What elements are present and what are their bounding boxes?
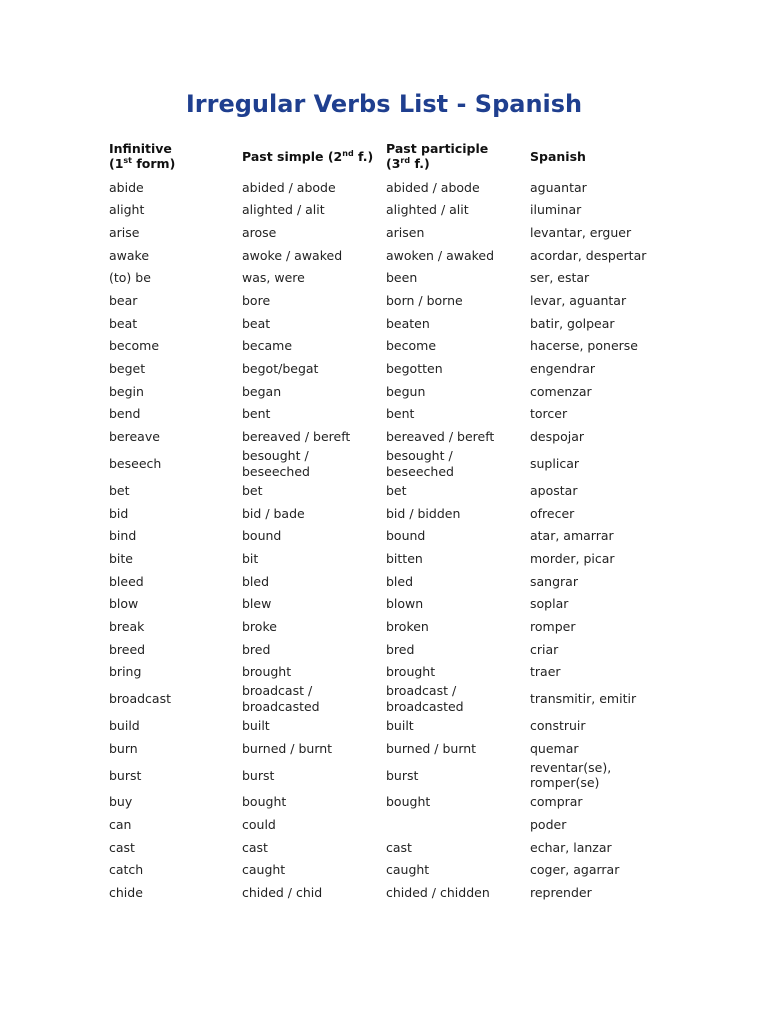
- cell-past-participle: besought / beseeched: [386, 448, 454, 479]
- header-infinitive-line2: (1st form): [109, 155, 176, 171]
- table-row: [0, 221, 768, 244]
- cell-spanish: torcer: [530, 406, 568, 422]
- cell-past-participle: bereaved / bereft: [386, 429, 495, 445]
- cell-past-simple: caught: [242, 862, 286, 878]
- cell-past-participle: bet: [386, 482, 407, 498]
- cell-past-participle: burned / burnt: [386, 740, 477, 756]
- cell-spanish: criar: [530, 641, 559, 657]
- cell-infinitive: alight: [109, 202, 145, 218]
- cell-past-simple: became: [242, 338, 293, 354]
- cell-past-participle: bound: [386, 528, 426, 544]
- cell-spanish: iluminar: [530, 202, 582, 218]
- header-past-participle-line1: Past participle: [386, 141, 489, 156]
- cell-spanish: ser, estar: [530, 270, 590, 286]
- table-row: [0, 661, 768, 684]
- table-row: [0, 714, 768, 737]
- cell-infinitive: broadcast: [109, 691, 171, 707]
- cell-infinitive: build: [109, 718, 140, 734]
- table-row: [0, 380, 768, 403]
- cell-infinitive: buy: [109, 794, 133, 810]
- cell-past-simple: bet: [242, 482, 263, 498]
- cell-past-simple: built: [242, 718, 270, 734]
- cell-spanish: morder, picar: [530, 550, 615, 566]
- cell-past-participle: caught: [386, 862, 430, 878]
- cell-spanish: engendrar: [530, 361, 596, 377]
- table-row: [0, 358, 768, 381]
- verbs-table: [0, 176, 768, 904]
- table-row: [0, 593, 768, 616]
- cell-spanish: levar, aguantar: [530, 293, 627, 309]
- table-row: [0, 836, 768, 859]
- cell-past-simple: blew: [242, 596, 272, 612]
- cell-infinitive: blow: [109, 596, 139, 612]
- cell-past-participle: [386, 814, 526, 837]
- cell-past-simple: was, were: [242, 270, 305, 286]
- cell-infinitive: bear: [109, 293, 138, 309]
- cell-past-participle: bled: [386, 573, 414, 589]
- cell-past-participle: bought: [386, 794, 431, 810]
- table-row: [0, 312, 768, 335]
- table-row: [0, 448, 768, 479]
- cell-spanish: reventar(se), romper(se): [530, 759, 612, 791]
- table-row: [0, 570, 768, 593]
- table-row: [0, 426, 768, 449]
- cell-infinitive: bring: [109, 664, 142, 680]
- table-row: [0, 638, 768, 661]
- cell-spanish: comprar: [530, 794, 583, 810]
- cell-infinitive: bind: [109, 528, 137, 544]
- cell-past-simple: begot/begat: [242, 361, 319, 377]
- cell-spanish: sangrar: [530, 573, 578, 589]
- cell-infinitive: become: [109, 338, 160, 354]
- cell-past-simple: bound: [242, 528, 282, 544]
- cell-infinitive: bereave: [109, 429, 160, 445]
- cell-spanish: reprender: [530, 885, 592, 901]
- cell-spanish: aguantar: [530, 179, 587, 195]
- cell-past-simple: began: [242, 383, 282, 399]
- header-past-simple: Past simple (2nd f.): [242, 148, 374, 164]
- cell-past-participle: alighted / alit: [386, 202, 469, 218]
- cell-past-simple: besought / beseeched: [242, 448, 310, 479]
- cell-spanish: acordar, despertar: [530, 247, 647, 263]
- cell-spanish: coger, agarrar: [530, 862, 620, 878]
- cell-spanish: apostar: [530, 482, 578, 498]
- cell-spanish: levantar, erguer: [530, 224, 632, 240]
- cell-past-simple: brought: [242, 664, 292, 680]
- cell-past-participle: broken: [386, 618, 429, 634]
- cell-infinitive: bet: [109, 482, 130, 498]
- cell-infinitive: bleed: [109, 573, 144, 589]
- table-row: [0, 737, 768, 760]
- cell-past-simple: could: [242, 817, 276, 833]
- table-row: [0, 760, 768, 791]
- cell-past-simple: bent: [242, 406, 271, 422]
- table-row: [0, 267, 768, 290]
- cell-infinitive: bend: [109, 406, 141, 422]
- table-row: [0, 814, 768, 837]
- header-spanish: Spanish: [530, 149, 586, 164]
- cell-past-simple: cast: [242, 839, 268, 855]
- table-row: [0, 244, 768, 267]
- cell-past-participle: become: [386, 338, 437, 354]
- cell-infinitive: awake: [109, 247, 150, 263]
- cell-infinitive: beseech: [109, 456, 162, 471]
- cell-past-participle: blown: [386, 596, 424, 612]
- table-row: [0, 502, 768, 525]
- table-row: [0, 525, 768, 548]
- cell-past-participle: broadcast / broadcasted: [386, 683, 464, 714]
- cell-past-simple: chided / chid: [242, 885, 323, 901]
- cell-spanish: atar, amarrar: [530, 528, 614, 544]
- cell-past-participle: cast: [386, 839, 412, 855]
- cell-infinitive: arise: [109, 224, 140, 240]
- cell-infinitive: abide: [109, 179, 144, 195]
- header-infinitive-line1: Infinitive: [109, 141, 172, 156]
- cell-past-simple: bereaved / bereft: [242, 429, 351, 445]
- cell-spanish: poder: [530, 817, 567, 833]
- cell-past-simple: burst: [242, 767, 275, 783]
- cell-past-participle: abided / abode: [386, 179, 480, 195]
- cell-spanish: quemar: [530, 740, 579, 756]
- cell-infinitive: breed: [109, 641, 146, 657]
- cell-past-simple: awoke / awaked: [242, 247, 343, 263]
- cell-spanish: batir, golpear: [530, 315, 615, 331]
- cell-past-participle: chided / chidden: [386, 885, 490, 901]
- cell-spanish: hacerse, ponerse: [530, 338, 638, 354]
- cell-past-simple: bled: [242, 573, 270, 589]
- cell-infinitive: cast: [109, 839, 135, 855]
- table-row: [0, 403, 768, 426]
- cell-spanish: transmitir, emitir: [530, 691, 637, 707]
- cell-past-participle: arisen: [386, 224, 425, 240]
- table-row: [0, 199, 768, 222]
- table-row: [0, 615, 768, 638]
- cell-past-participle: bred: [386, 641, 415, 657]
- cell-infinitive: burn: [109, 740, 138, 756]
- table-row: [0, 289, 768, 312]
- cell-past-simple: bit: [242, 550, 259, 566]
- cell-past-participle: begotten: [386, 361, 443, 377]
- header-past-participle-line2: (3rd f.): [386, 155, 430, 171]
- cell-past-participle: awoken / awaked: [386, 247, 495, 263]
- cell-past-simple: abided / abode: [242, 179, 336, 195]
- cell-past-participle: brought: [386, 664, 436, 680]
- table-row: [0, 683, 768, 714]
- header-past-participle: [386, 141, 526, 171]
- cell-past-participle: bid / bidden: [386, 505, 461, 521]
- cell-spanish: comenzar: [530, 383, 592, 399]
- cell-past-participle: been: [386, 270, 418, 286]
- table-row: [0, 547, 768, 570]
- cell-spanish: ofrecer: [530, 505, 575, 521]
- cell-infinitive: bite: [109, 550, 133, 566]
- cell-past-simple: arose: [242, 224, 277, 240]
- cell-spanish: construir: [530, 718, 586, 734]
- table-row: [0, 479, 768, 502]
- cell-spanish: romper: [530, 618, 576, 634]
- cell-infinitive: chide: [109, 885, 143, 901]
- cell-past-participle: beaten: [386, 315, 430, 331]
- cell-spanish: soplar: [530, 596, 569, 612]
- cell-infinitive: can: [109, 817, 132, 833]
- header-infinitive: [109, 141, 234, 171]
- cell-past-simple: bore: [242, 293, 271, 309]
- cell-past-participle: burst: [386, 767, 419, 783]
- cell-past-simple: bid / bade: [242, 505, 305, 521]
- cell-infinitive: beget: [109, 361, 146, 377]
- cell-infinitive: burst: [109, 767, 142, 783]
- cell-past-participle: bent: [386, 406, 415, 422]
- cell-past-simple: alighted / alit: [242, 202, 325, 218]
- cell-spanish: despojar: [530, 429, 584, 445]
- cell-infinitive: catch: [109, 862, 144, 878]
- table-row: [0, 335, 768, 358]
- cell-spanish: suplicar: [530, 456, 579, 471]
- cell-past-simple: bred: [242, 641, 271, 657]
- cell-spanish: traer: [530, 664, 561, 680]
- cell-infinitive: break: [109, 618, 145, 634]
- cell-spanish: echar, lanzar: [530, 839, 612, 855]
- cell-infinitive: (to) be: [109, 270, 151, 286]
- cell-past-simple: broke: [242, 618, 277, 634]
- cell-infinitive: beat: [109, 315, 138, 331]
- cell-past-simple: beat: [242, 315, 271, 331]
- table-row: [0, 859, 768, 882]
- cell-infinitive: bid: [109, 505, 129, 521]
- table-row: [0, 882, 768, 905]
- cell-infinitive: begin: [109, 383, 144, 399]
- cell-past-simple: bought: [242, 794, 287, 810]
- cell-past-participle: bitten: [386, 550, 423, 566]
- cell-past-participle: built: [386, 718, 414, 734]
- table-row: [0, 791, 768, 814]
- cell-past-participle: begun: [386, 383, 426, 399]
- cell-past-simple: broadcast / broadcasted: [242, 683, 320, 714]
- page-title: Irregular Verbs List - Spanish: [185, 90, 583, 118]
- cell-past-participle: born / borne: [386, 293, 463, 309]
- table-row: [0, 176, 768, 199]
- cell-past-simple: burned / burnt: [242, 740, 333, 756]
